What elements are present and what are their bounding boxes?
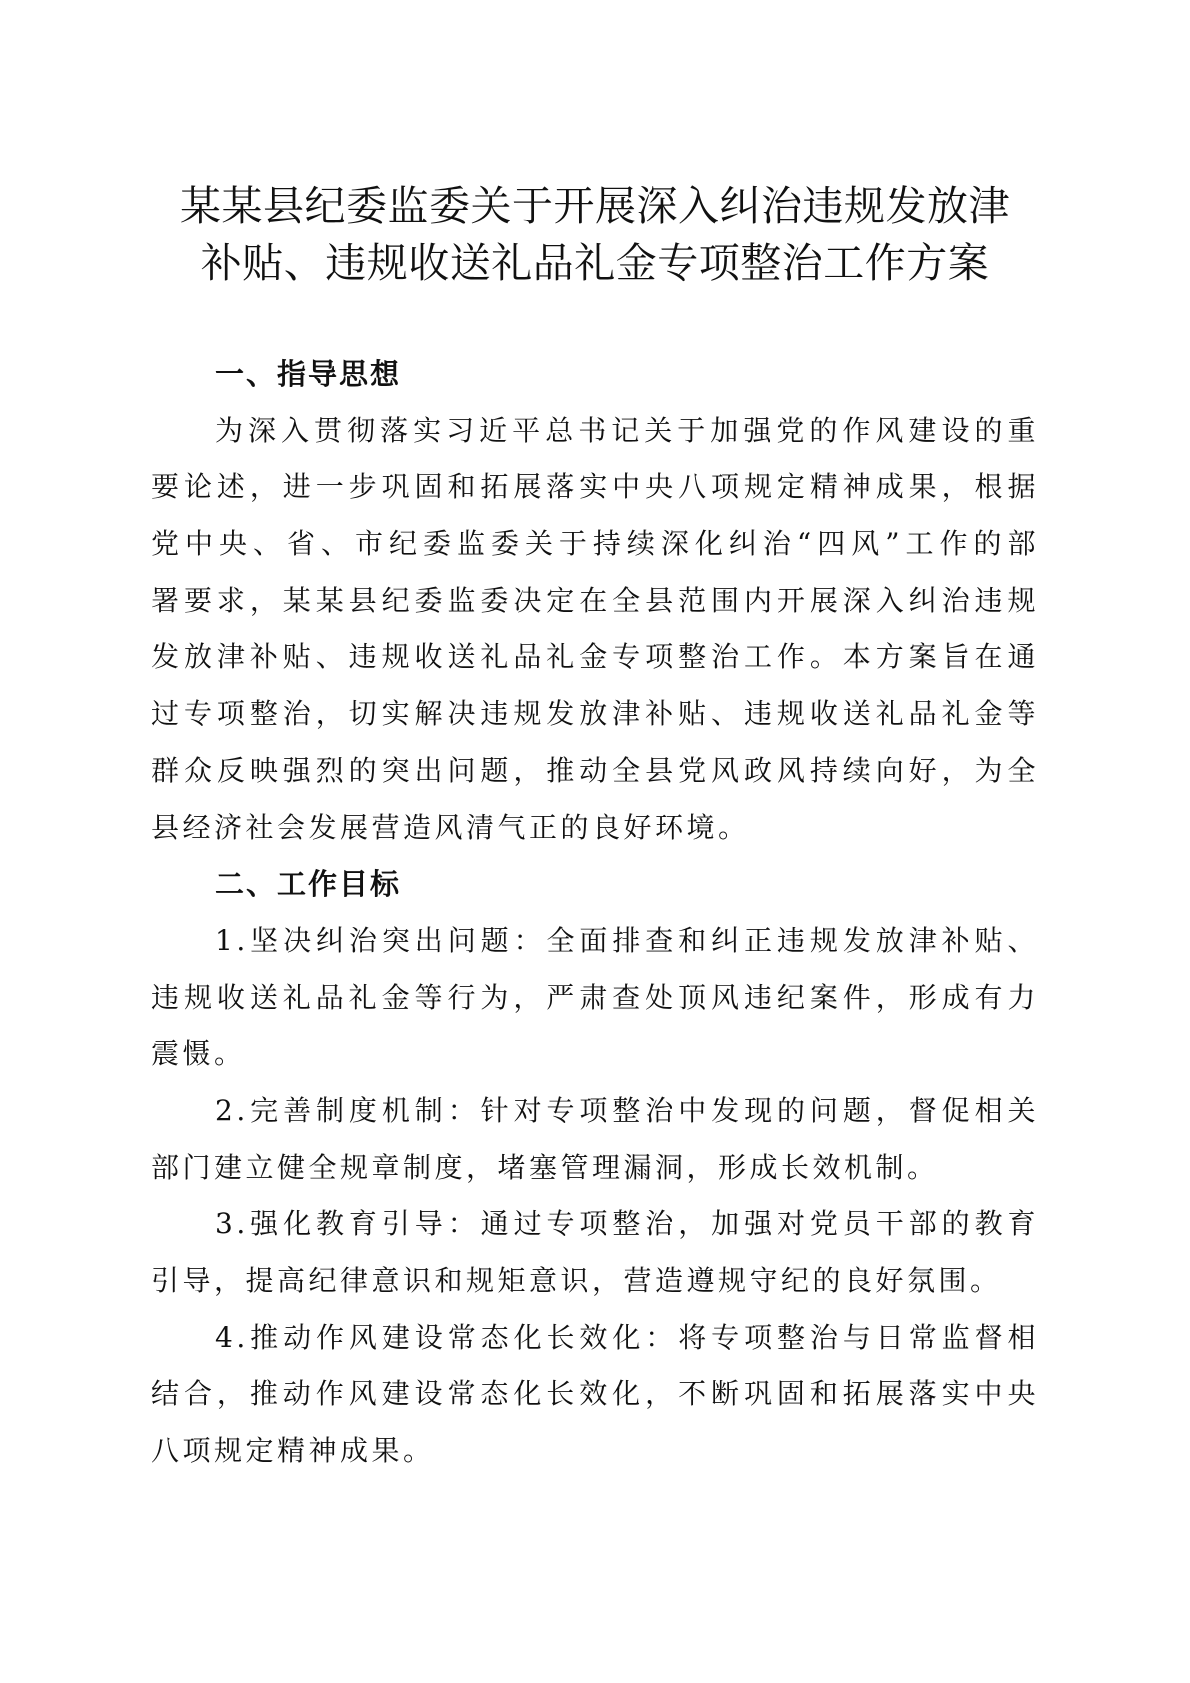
section-heading: 二、工作目标 [215, 867, 402, 902]
paragraph-line: 为深入贯彻落实习近平总书记关于加强党的作风建设的重 [215, 413, 1039, 447]
paragraph [151, 1196, 1039, 1309]
paragraph-line: 党中央、省、市纪委监委关于持续深化纠治“四风”工作的部 [151, 527, 1039, 561]
document-body [151, 346, 1039, 1480]
paragraph-line: 群众反映强烈的突出问题，推动全县党风政风持续向好，为全 [151, 753, 1039, 787]
paragraph-line: 结合，推动作风建设常态化长效化，不断巩固和拓展落实中央 [151, 1377, 1039, 1411]
section-heading: 一、指导思想 [215, 357, 402, 391]
paragraph-line: 震慑。 [151, 1037, 246, 1071]
paragraph-line: 2.完善制度机制：针对专项整治中发现的问题，督促相关 [215, 1093, 1039, 1127]
paragraph-line: 署要求，某某县纪委监委决定在全县范围内开展深入纠治违规 [151, 583, 1039, 617]
paragraph-line: 1.坚决纠治突出问题：全面排查和纠正违规发放津补贴、 [215, 923, 1039, 957]
paragraph-line: 发放津补贴、违规收送礼品礼金专项整治工作。本方案旨在通 [151, 640, 1039, 674]
paragraph-line: 县经济社会发展营造风清气正的良好环境。 [151, 810, 750, 844]
paragraph-line: 八项规定精神成果。 [151, 1434, 435, 1468]
paragraph-line: 3.强化教育引导：通过专项整治，加强对党员干部的教育 [215, 1207, 1039, 1241]
paragraph-line: 4.推动作风建设常态化长效化：将专项整治与日常监督相 [215, 1320, 1039, 1354]
paragraph [151, 403, 1039, 857]
paragraph [151, 913, 1039, 1083]
paragraph-line: 部门建立健全规章制度，堵塞管理漏洞，形成长效机制。 [151, 1150, 939, 1184]
paragraph-line: 违规收送礼品礼金等行为，严肃查处顶风违纪案件，形成有力 [151, 980, 1039, 1014]
paragraph-line: 引导，提高纪律意识和规矩意识，营造遵规守纪的良好氛围。 [151, 1264, 1002, 1297]
paragraph-line: 要论述，进一步巩固和拓展落实中央八项规定精神成果，根据 [151, 470, 1039, 504]
paragraph [151, 1083, 1039, 1196]
title-line: 某某县纪委监委关于开展深入纠治违规发放津 [180, 182, 1010, 230]
title-line: 补贴、违规收送礼品礼金专项整治工作方案 [200, 239, 990, 287]
paragraph-line: 过专项整治，切实解决违规发放津补贴、违规收送礼品礼金等 [151, 697, 1039, 731]
paragraph [151, 1310, 1039, 1480]
document-title [151, 178, 1039, 292]
